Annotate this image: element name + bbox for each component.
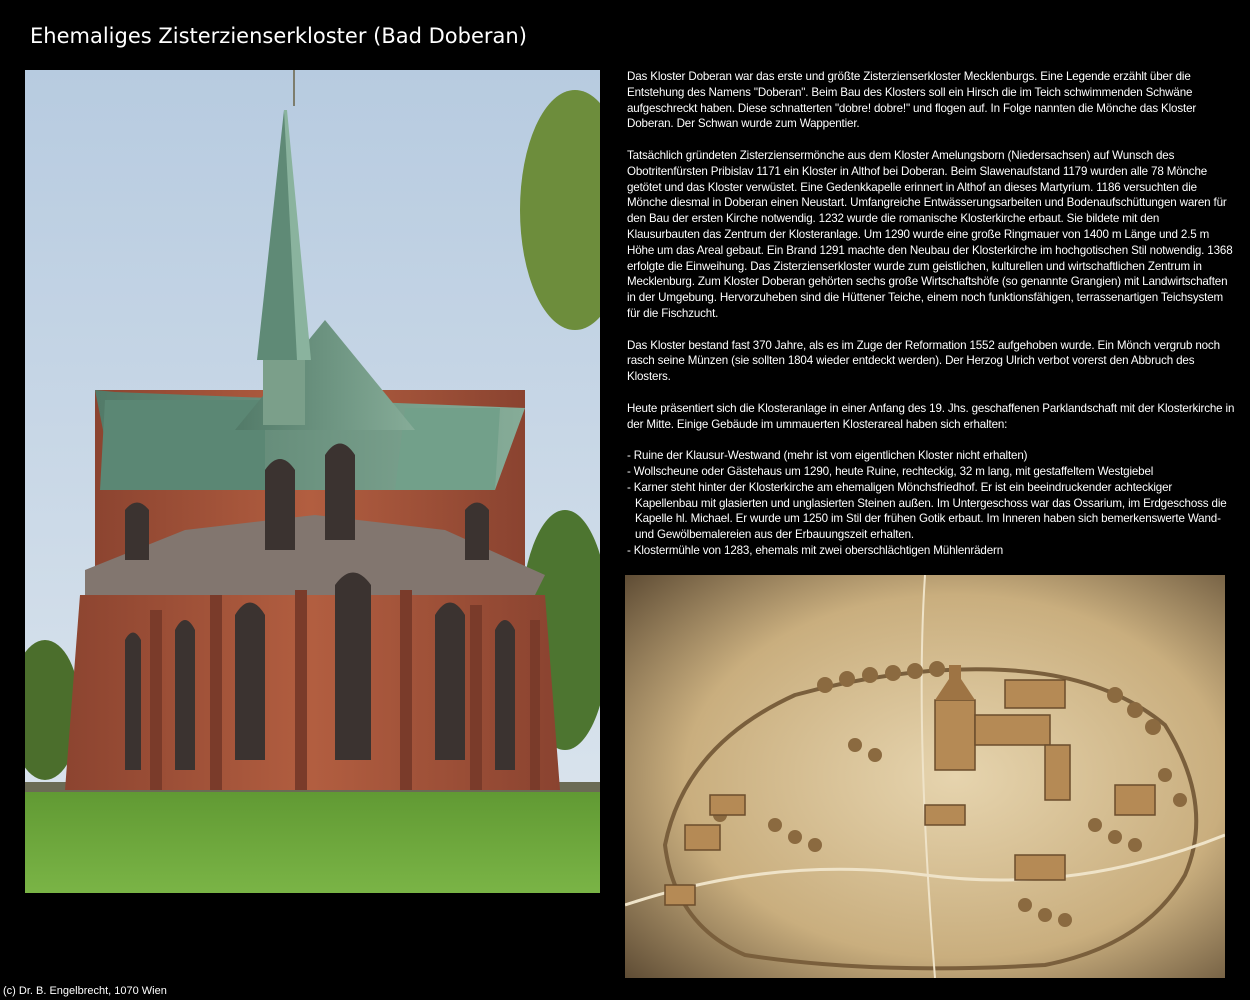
list-item: - Ruine der Klausur-Westwand (mehr ist vom eigentlichen Kloster nicht erhalten) — [627, 448, 1235, 464]
list-item: - Klostermühle von 1283, ehemals mit zwei oberschlächtigen Mühlenrädern — [627, 543, 1235, 559]
paragraph-reformation: Das Kloster bestand fast 370 Jahre, als es im Zuge der Reformation 1552 aufgehoben wurde. Ein Mönch vergrub noch rasch seine Münzen (sie sollten 1804 wieder entdeckt werden). Der Herzog Ulrich verbot vorerst den Abbruch des Klosters. — [627, 338, 1220, 384]
church-photo — [25, 70, 600, 893]
list-item: - Wollscheune oder Gästehaus um 1290, heute Ruine, rechteckig, 32 m lang, mit gestaffeltem Westgiebel — [627, 464, 1235, 480]
paragraph-legend: Das Kloster Doberan war das erste und größte Zisterzienserkloster Mecklenburgs. Eine Legende erzählt über die Entstehung des Namens "Doberan". Beim Bau des Klosters soll ein Hirsch die im Teich schwimmenden Schwäne aufgeschreckt haben. Diese schnatterten "dobre! dobre!" und flogen auf. In Folge nannten die Mönche das Kloster Doberan. Der Schwan wurde zum Wappentier. — [627, 70, 1197, 131]
list-item: - Karner steht hinter der Klosterkirche am ehemaligen Mönchsfriedhof. Er ist ein beeindruckender achteckiger Kapellenbau mit glasierten und unglasierten Steinen außen. Im Untergeschoss war das Ossarium, im Erdgeschoss die Kapelle hl. Michael. Er wurde um 1250 im Stil der frühen Gotik erbaut. Im Inneren haben sich bemerkenswerte Wand- und Gewölbemalereien aus der Erbauungszeit erhalten. — [627, 480, 1235, 543]
paragraph-today: Heute präsentiert sich die Klosteranlage in einer Anfang des 19. Jhs. geschaffenen Parklandschaft mit der Klosterkirche in der Mitte. Einige Gebäude im ummauerten Klosterareal haben sich erhalten: — [627, 401, 1235, 431]
description-text — [627, 69, 1235, 559]
copyright-footer: (c) Dr. B. Engelbrecht, 1070 Wien — [3, 985, 167, 997]
paragraph-history: Tatsächlich gründeten Zisterziensermönche aus dem Kloster Amelungsborn (Niedersachsen) auf Wunsch des Obotritenfürsten Pribislav 1171 ein Kloster in Althof bei Doberan. Beim Slawenaufstand 1179 wurden alle 78 Mönche getötet und das Kloster verwüstet. Eine Gedenkkapelle erinnert in Althof an dieses Martyrium. 1186 versuchten die Mönche diesmal in Doberan einen Neustart. Umfangreiche Entwässerungsarbeiten und Bodenaufschüttungen waren für den Bau der ersten Kirche notwendig. 1232 wurde die romanische Klosterkirche erbaut. Sie bildete mit den Klausurbauten das Zentrum der Klosteranlage. Um 1290 wurde eine große Ringmauer von 1400 m Länge und 2.5 m Höhe um das Areal gebaut. Ein Brand 1291 machte den Neubau der Klosterkirche im hochgotischen Stil notwendig. 1368 erfolgte die Einweihung. Das Zisterzienserkloster wurde zum geistlichen, kulturellen und wirtschaftlichen Zentrum in Mecklenburg. Zum Kloster Doberan gehörten sechs große Wirtschaftshöfe (so genannte Grangien) mit Landwirtschaften in der Umgebung. Hervorzuheben sind die Hüttener Teiche, einem noch funktionsfähigen, terrassenartigen Teichsystem für die Fischzucht. — [627, 148, 1233, 320]
preserved-buildings-list — [627, 448, 1235, 559]
monastery-model-photo — [625, 575, 1225, 978]
page-title: Ehemaliges Zisterzienserkloster (Bad Doberan) — [30, 24, 527, 48]
